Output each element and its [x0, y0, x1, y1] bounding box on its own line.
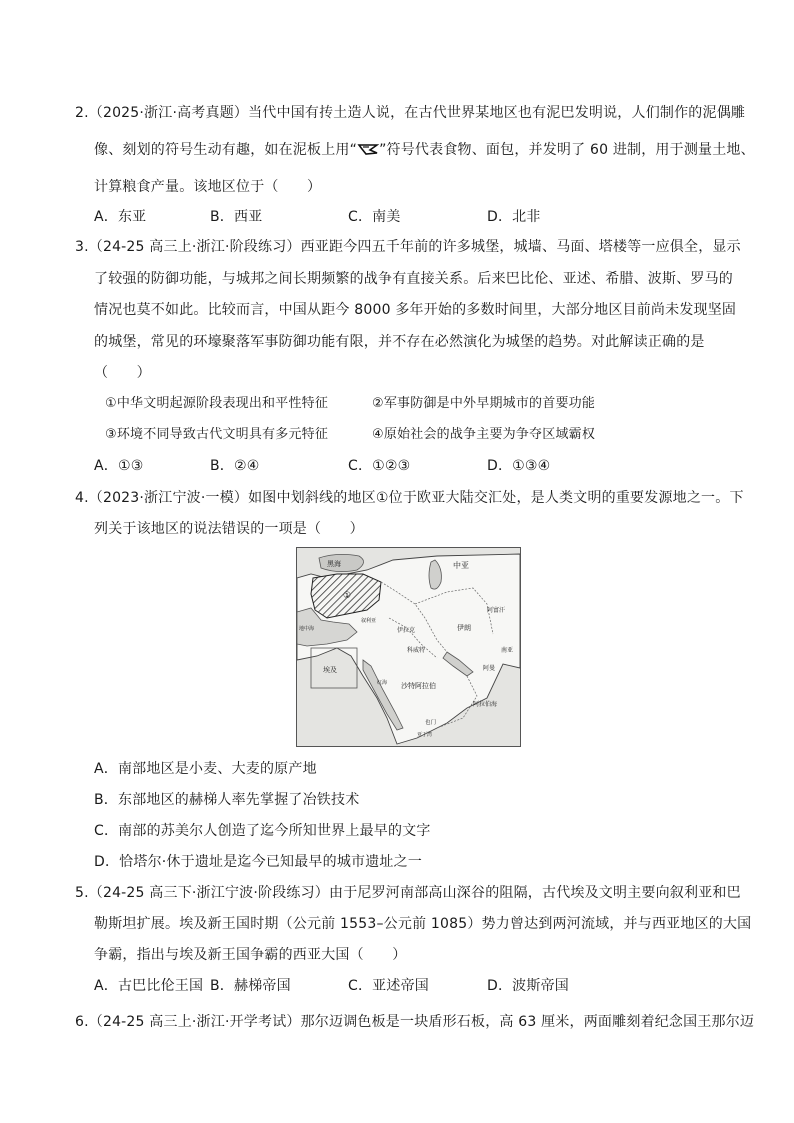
question-2-line-3 [94, 178, 321, 196]
question-stem: 如图中划斜线的地区①位于欧亚大陆交汇处，是人类文明的重要发源地之一。下 [248, 490, 744, 506]
question-stem: 计算粮食产量。该地区位于（ ） [94, 179, 322, 195]
option-b[interactable]: B．赫梯帝国 [210, 978, 291, 994]
question-3-line-3 [94, 301, 736, 319]
question-3-line-2 [94, 270, 733, 288]
question-number: 3. [75, 239, 89, 255]
question-stem: 那尔迈调色板是一块盾形石板，高 63 厘米，两面雕刻着纪念国王那尔迈 [300, 1014, 755, 1030]
question-4-line-1 [75, 489, 744, 507]
statement-4: ④原始社会的战争主要为争夺区域霸权 [372, 427, 596, 442]
question-3-line-5 [94, 364, 151, 382]
map-label-south-asia: 南亚 [501, 647, 514, 654]
question-number: 2. [75, 105, 89, 121]
question-source: （2025·浙江·高考真题） [88, 105, 249, 121]
map-label-arabian-sea: 阿拉伯海 [473, 701, 498, 708]
map-label-black-sea: 黑海 [327, 560, 341, 568]
question-number: 5. [75, 885, 89, 901]
option-b[interactable]: B．②④ [210, 458, 260, 474]
option-c[interactable]: C．①②③ [348, 458, 411, 474]
statement-1: ①中华文明起源阶段表现出和平性特征 [105, 396, 329, 411]
question-source: （2023·浙江宁波·一模） [88, 490, 249, 506]
option-d[interactable]: D．北非 [487, 209, 541, 225]
question-5-line-3 [94, 946, 406, 964]
question-stem: 列关于该地区的说法错误的一项是（ ） [94, 521, 364, 537]
question-6-line-1 [75, 1013, 754, 1031]
question-2-line-2 [94, 141, 755, 159]
map-label-central-asia: 中亚 [453, 561, 469, 570]
option-a[interactable]: A．南部地区是小麦、大麦的原产地 [94, 761, 317, 777]
question-2-line-1 [75, 104, 745, 122]
cuneiform-symbol-icon [357, 142, 379, 156]
map-label-red-sea: 红海 [377, 680, 388, 686]
option-d[interactable]: D．恰塔尔·休于遗址是迄今已知最早的城市遗址之一 [94, 854, 423, 870]
option-a[interactable]: A．东亚 [94, 209, 147, 225]
option-c[interactable]: C．亚述帝国 [348, 978, 429, 994]
map-label-afghanistan: 阿富汗 [487, 607, 506, 614]
question-stem: 了较强的防御功能，与城邦之间长期频繁的战争有直接关系。后来巴比伦、亚述、希腊、波斯、罗马的 [94, 271, 733, 287]
map-label-syria: 叙利亚 [361, 618, 377, 624]
map-label-egypt: 埃及 [323, 666, 337, 674]
question-stem: 由于尼罗河南部高山深谷的阻隔，古代埃及文明主要向叙利亚和巴 [329, 885, 741, 901]
map-label-iran: 伊朗 [457, 624, 471, 632]
middle-east-map [296, 547, 521, 747]
option-b[interactable]: B．东部地区的赫梯人率先掌握了冶铁技术 [94, 792, 360, 808]
map-label-saudi-arabia: 沙特阿拉伯 [401, 682, 436, 690]
question-number: 4. [75, 490, 89, 506]
question-5-line-2 [94, 915, 751, 933]
question-source: （24-25 高三下·浙江宁波·阶段练习） [88, 885, 329, 901]
map-label-oman: 阿曼 [483, 665, 496, 672]
question-stem: （ ） [94, 365, 151, 381]
question-stem: 争霸，指出与埃及新王国争霸的西亚大国（ ） [94, 947, 407, 963]
option-a[interactable]: A．①③ [94, 458, 144, 474]
option-d[interactable]: D．波斯帝国 [487, 978, 569, 994]
question-stem: 的城堡，常见的环壕聚落军事防御功能有限，并不存在必然演化为城堡的趋势。对此解读正确的是 [94, 334, 705, 350]
option-d[interactable]: D．①③④ [487, 458, 551, 474]
question-3-line-4 [94, 333, 705, 351]
option-b[interactable]: B．西亚 [210, 209, 263, 225]
question-stem: 像、刻划的符号生动有趣，如在泥板上用“ [94, 142, 358, 158]
map-label-region-1: ① [343, 591, 352, 601]
option-a[interactable]: A．古巴比伦王国 [94, 978, 204, 994]
question-stem: 勒斯坦扩展。埃及新王国时期（公元前 1553–公元前 1085）势力曾达到两河流域，并与西亚地区的大国 [94, 916, 752, 932]
question-stem: 西亚距今四五千年前的许多城堡，城墙、马面、塔楼等一应俱全，显示 [300, 239, 741, 255]
map-label-yemen: 也门 [425, 720, 437, 726]
statement-2: ②军事防御是中外早期城市的首要功能 [372, 396, 596, 411]
map-label-iraq: 伊拉克 [397, 627, 416, 634]
question-stem: 当代中国有抟土造人说，在古代世界某地区也有泥巴发明说，人们制作的泥偶雕 [248, 105, 746, 121]
question-stem: ”符号代表食物、面包，并发明了 60 进制，用于测量土地、 [379, 142, 755, 158]
question-4-line-2 [94, 520, 364, 538]
option-c[interactable]: C．南部的苏美尔人创造了迄今所知世界上最早的文字 [94, 823, 431, 839]
map-label-gulf-of-aden: 亚丁湾 [417, 732, 433, 738]
question-number: 6. [75, 1014, 89, 1030]
question-5-line-1 [75, 884, 741, 902]
question-source: （24-25 高三上·浙江·开学考试） [88, 1014, 301, 1030]
statement-3: ③环境不同导致古代文明具有多元特征 [105, 427, 329, 442]
map-graphic [297, 548, 520, 746]
question-stem: 情况也莫不如此。比较而言，中国从距今 8000 多年开始的多数时间里，大部分地区目前尚未发现坚固 [94, 302, 737, 318]
black-sea-shape [319, 554, 364, 571]
option-c[interactable]: C．南美 [348, 209, 401, 225]
question-source: （24-25 高三上·浙江·阶段练习） [88, 239, 301, 255]
map-label-kuwait: 科威特 [407, 647, 426, 654]
question-3-line-1 [75, 238, 741, 256]
map-label-mediterranean: 地中海 [299, 626, 315, 632]
